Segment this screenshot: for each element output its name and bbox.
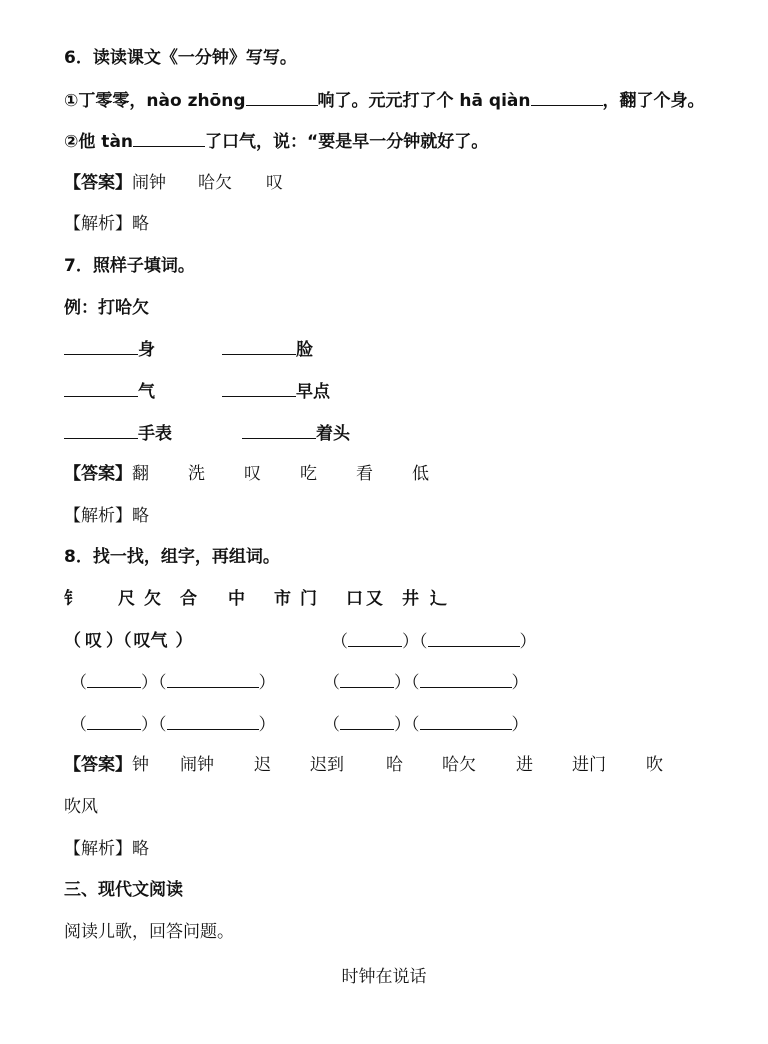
q8-char: 口 xyxy=(346,589,363,609)
q7-title: 7．照样子填词。 xyxy=(64,256,195,276)
q8-blank-char[interactable] xyxy=(340,671,394,688)
analysis-label: 【解析】 xyxy=(64,214,132,234)
q8-blank-word[interactable] xyxy=(420,713,512,730)
q8-row-2-left: （ ）（ ） xyxy=(70,673,276,693)
answer-label: 【答案】 xyxy=(64,173,132,193)
q8-row-1-right: （ ）（ ） xyxy=(331,632,537,652)
q8-char: 欠 xyxy=(144,589,161,609)
q8-blank-char[interactable] xyxy=(348,630,402,647)
q7-answer-4: 吃 xyxy=(300,464,317,484)
q7-blank-3[interactable] xyxy=(64,380,138,397)
q6-answer-1: 闹钟 xyxy=(132,173,166,193)
q7-word-5: 手表 xyxy=(138,424,172,444)
q8-char: 钅 xyxy=(64,589,81,609)
q8-answer-9: 吹 xyxy=(646,755,663,775)
q7-answer-5: 看 xyxy=(356,464,373,484)
q6-answer-2: 哈欠 xyxy=(198,173,232,193)
q6-s1-text-a: ①丁零零，nào zhōng xyxy=(64,91,246,111)
q6-sentence-2 xyxy=(64,130,488,153)
analysis-text: 略 xyxy=(132,839,149,859)
q6-answer xyxy=(64,172,283,194)
poem-title: 时钟在说话 xyxy=(341,967,427,987)
q8-answer xyxy=(64,754,663,776)
q7-row-1 xyxy=(64,338,313,361)
q8-answer-3: 迟 xyxy=(254,755,271,775)
q8-blank-word[interactable] xyxy=(167,713,259,730)
q8-char: 井 xyxy=(402,589,419,609)
q7-word-6: 着头 xyxy=(316,424,350,444)
q6-answer-3: 叹 xyxy=(266,173,283,193)
q8-char-list xyxy=(64,588,447,610)
q6-s2-text-b: 了口气，说：“要是早一分钟就好了。 xyxy=(205,132,489,152)
q7-example: 例：打哈欠 xyxy=(64,298,149,318)
q7-row-2 xyxy=(64,380,330,403)
q7-word-2: 脸 xyxy=(296,340,313,360)
q7-answer-1: 翻 xyxy=(132,464,149,484)
q8-row-2-right: （ ）（ ） xyxy=(323,673,529,693)
analysis-label: 【解析】 xyxy=(64,839,132,859)
q8-row-1-left: （ 叹 ）（ 叹气 ） xyxy=(64,631,193,651)
q8-char: 门 xyxy=(300,589,317,609)
q7-blank-1[interactable] xyxy=(64,338,138,355)
q8-answer-6: 哈欠 xyxy=(442,755,476,775)
q8-answer-4: 迟到 xyxy=(310,755,344,775)
q7-blank-5[interactable] xyxy=(64,422,138,439)
q8-row-3-left: （ ）（ ） xyxy=(70,715,276,735)
q6-title: 6．读读课文《一分钟》写写。 xyxy=(64,48,297,68)
q7-word-3: 气 xyxy=(138,382,155,402)
q6-blank-1[interactable] xyxy=(246,89,318,106)
q8-title: 8．找一找，组字，再组词。 xyxy=(64,547,280,567)
q8-answer-1: 钟 xyxy=(132,755,149,775)
analysis-label: 【解析】 xyxy=(64,506,132,526)
q7-word-4: 早点 xyxy=(296,382,330,402)
q6-s1-text-b: 响了。元元打了个 hā qiàn xyxy=(317,91,531,111)
q8-blank-char[interactable] xyxy=(340,713,394,730)
q6-analysis xyxy=(64,213,149,235)
q6-s1-text-c: ，翻了个身。 xyxy=(602,91,705,111)
q8-answer-continued: 吹风 xyxy=(64,797,98,817)
q8-char: 又 xyxy=(366,589,383,609)
q8-answer-5: 哈 xyxy=(386,755,403,775)
q7-blank-6[interactable] xyxy=(242,422,316,439)
q8-char: 市 xyxy=(274,589,291,609)
q8-blank-word[interactable] xyxy=(420,671,512,688)
q7-answer-6: 低 xyxy=(412,464,429,484)
q8-answer-2: 闹钟 xyxy=(180,755,214,775)
q6-blank-3[interactable] xyxy=(133,130,205,147)
q7-answer xyxy=(64,463,429,485)
q8-blank-word[interactable] xyxy=(167,671,259,688)
q8-char: 中 xyxy=(228,589,245,609)
q6-sentence-1 xyxy=(64,89,705,112)
q8-char: 辶 xyxy=(430,589,447,609)
q8-example-char: 叹 xyxy=(85,631,102,651)
q8-answer-8: 进门 xyxy=(572,755,606,775)
q8-answer-7: 进 xyxy=(516,755,533,775)
answer-label: 【答案】 xyxy=(64,755,132,775)
q6-blank-2[interactable] xyxy=(531,89,603,106)
q8-blank-char[interactable] xyxy=(87,671,141,688)
q7-blank-2[interactable] xyxy=(222,338,296,355)
q8-blank-word[interactable] xyxy=(428,630,520,647)
section-3-title: 三、现代文阅读 xyxy=(64,880,183,900)
q8-char: 合 xyxy=(180,589,197,609)
analysis-text: 略 xyxy=(132,214,149,234)
q7-blank-4[interactable] xyxy=(222,380,296,397)
q8-row-3-right: （ ）（ ） xyxy=(323,715,529,735)
q7-word-1: 身 xyxy=(138,340,155,360)
q7-answer-2: 洗 xyxy=(188,464,205,484)
q7-analysis xyxy=(64,505,149,527)
q6-s2-text-a: ②他 tàn xyxy=(64,132,134,152)
q8-blank-char[interactable] xyxy=(87,713,141,730)
section-3-instruction: 阅读儿歌，回答问题。 xyxy=(64,922,234,942)
q8-example-word: 叹气 xyxy=(133,631,168,651)
q7-row-3 xyxy=(64,422,350,445)
q7-answer-3: 叹 xyxy=(244,464,261,484)
q8-char: 尺 xyxy=(118,589,135,609)
answer-label: 【答案】 xyxy=(64,464,132,484)
q8-analysis xyxy=(64,838,149,860)
analysis-text: 略 xyxy=(132,506,149,526)
